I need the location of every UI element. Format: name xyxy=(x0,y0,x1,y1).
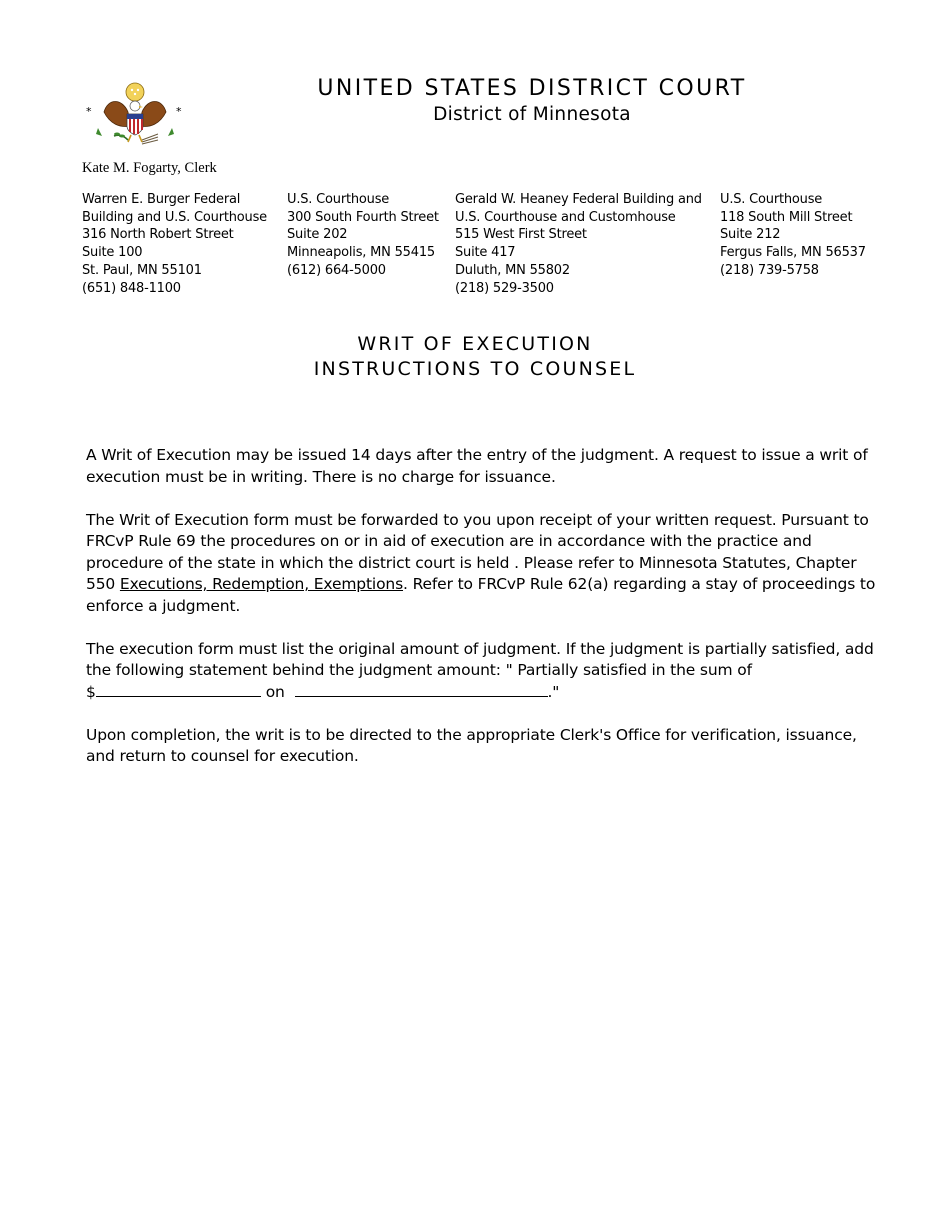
address-phone: (218) 529-3500 xyxy=(455,280,554,296)
address-line: 316 North Robert Street xyxy=(82,227,234,243)
closing-quote: ." xyxy=(547,682,560,701)
paragraph-text: . Refer to FRCvP Rule 62(a) regarding a stay of proceedings to enforce a judgment. xyxy=(86,575,876,615)
us-great-seal-eagle-icon xyxy=(84,80,186,156)
paragraph-issuance: A Writ of Execution may be issued 14 days after the entry of the judgment. A request to issue a writ of execution must be in writing. There is no charge for issuance. xyxy=(86,446,868,486)
address-line: U.S. Courthouse xyxy=(287,192,390,207)
amount-blank xyxy=(96,682,261,697)
title-line-2: INSTRUCTIONS TO COUNSEL xyxy=(313,358,637,380)
address-phone: (218) 739-5758 xyxy=(720,262,819,278)
instructions-body xyxy=(86,445,876,789)
address-line: Suite 417 xyxy=(455,245,516,261)
title-line-1: WRIT OF EXECUTION xyxy=(357,333,593,355)
address-line: 515 West First Street xyxy=(455,227,587,243)
office-address-minneapolis xyxy=(287,191,439,280)
paragraph-text: The execution form must list the original amount of judgment. If the judgment is partially satisfied, add the following statement behind the judgment amount: " Partially satisfied in the sum of xyxy=(86,639,874,679)
address-phone: (612) 664-5000 xyxy=(287,262,386,278)
address-line: Suite 212 xyxy=(720,227,781,243)
svg-text:*: * xyxy=(86,105,92,118)
address-line: Suite 100 xyxy=(82,245,143,261)
paragraph-procedure xyxy=(86,510,876,618)
office-address-fergus-falls xyxy=(720,191,866,280)
address-line: Gerald W. Heaney Federal Building and xyxy=(455,192,702,207)
court-name: UNITED STATES DISTRICT COURT xyxy=(317,76,747,101)
address-line: Fergus Falls, MN 56537 xyxy=(720,245,866,261)
address-line: Warren E. Burger Federal xyxy=(82,192,241,207)
dollar-sign: $ xyxy=(86,682,96,701)
clerk-name: Kate M. Fogarty, Clerk xyxy=(82,160,217,176)
office-address-st-paul xyxy=(82,191,267,297)
document-title xyxy=(0,332,950,382)
on-label: on xyxy=(265,682,285,701)
date-blank xyxy=(295,682,548,697)
office-address-duluth xyxy=(455,191,702,297)
address-line: Duluth, MN 55802 xyxy=(455,262,570,278)
address-line: Minneapolis, MN 55415 xyxy=(287,245,435,261)
svg-text:*: * xyxy=(176,105,182,118)
paragraph-completion: Upon completion, the writ is to be directed to the appropriate Clerk's Office for verification, issuance, and return to counsel for execution. xyxy=(86,725,857,765)
address-phone: (651) 848-1100 xyxy=(82,280,181,296)
court-header xyxy=(282,74,782,126)
district-name: District of Minnesota xyxy=(433,104,631,125)
address-line: Building and U.S. Courthouse xyxy=(82,209,267,225)
address-line: 300 South Fourth Street xyxy=(287,209,439,225)
address-line: St. Paul, MN 55101 xyxy=(82,262,202,278)
paragraph-partial-satisfaction xyxy=(86,639,876,704)
address-line: Suite 202 xyxy=(287,227,348,243)
paragraph-text: The Writ of Execution form must be forwarded to you upon receipt of your written request. Pursuant to FRCvP Rule 69 the procedures on or in aid of execution are in accordance with the practice and procedure of the state in which the district court is held . Please refer to Minnesota Statutes, Chapter 550 xyxy=(86,510,869,593)
address-line: 118 South Mill Street xyxy=(720,209,853,225)
address-line: U.S. Courthouse xyxy=(720,192,823,207)
address-line: U.S. Courthouse and Customhouse xyxy=(455,209,676,225)
statute-reference: Executions, Redemption, Exemptions xyxy=(119,575,404,593)
